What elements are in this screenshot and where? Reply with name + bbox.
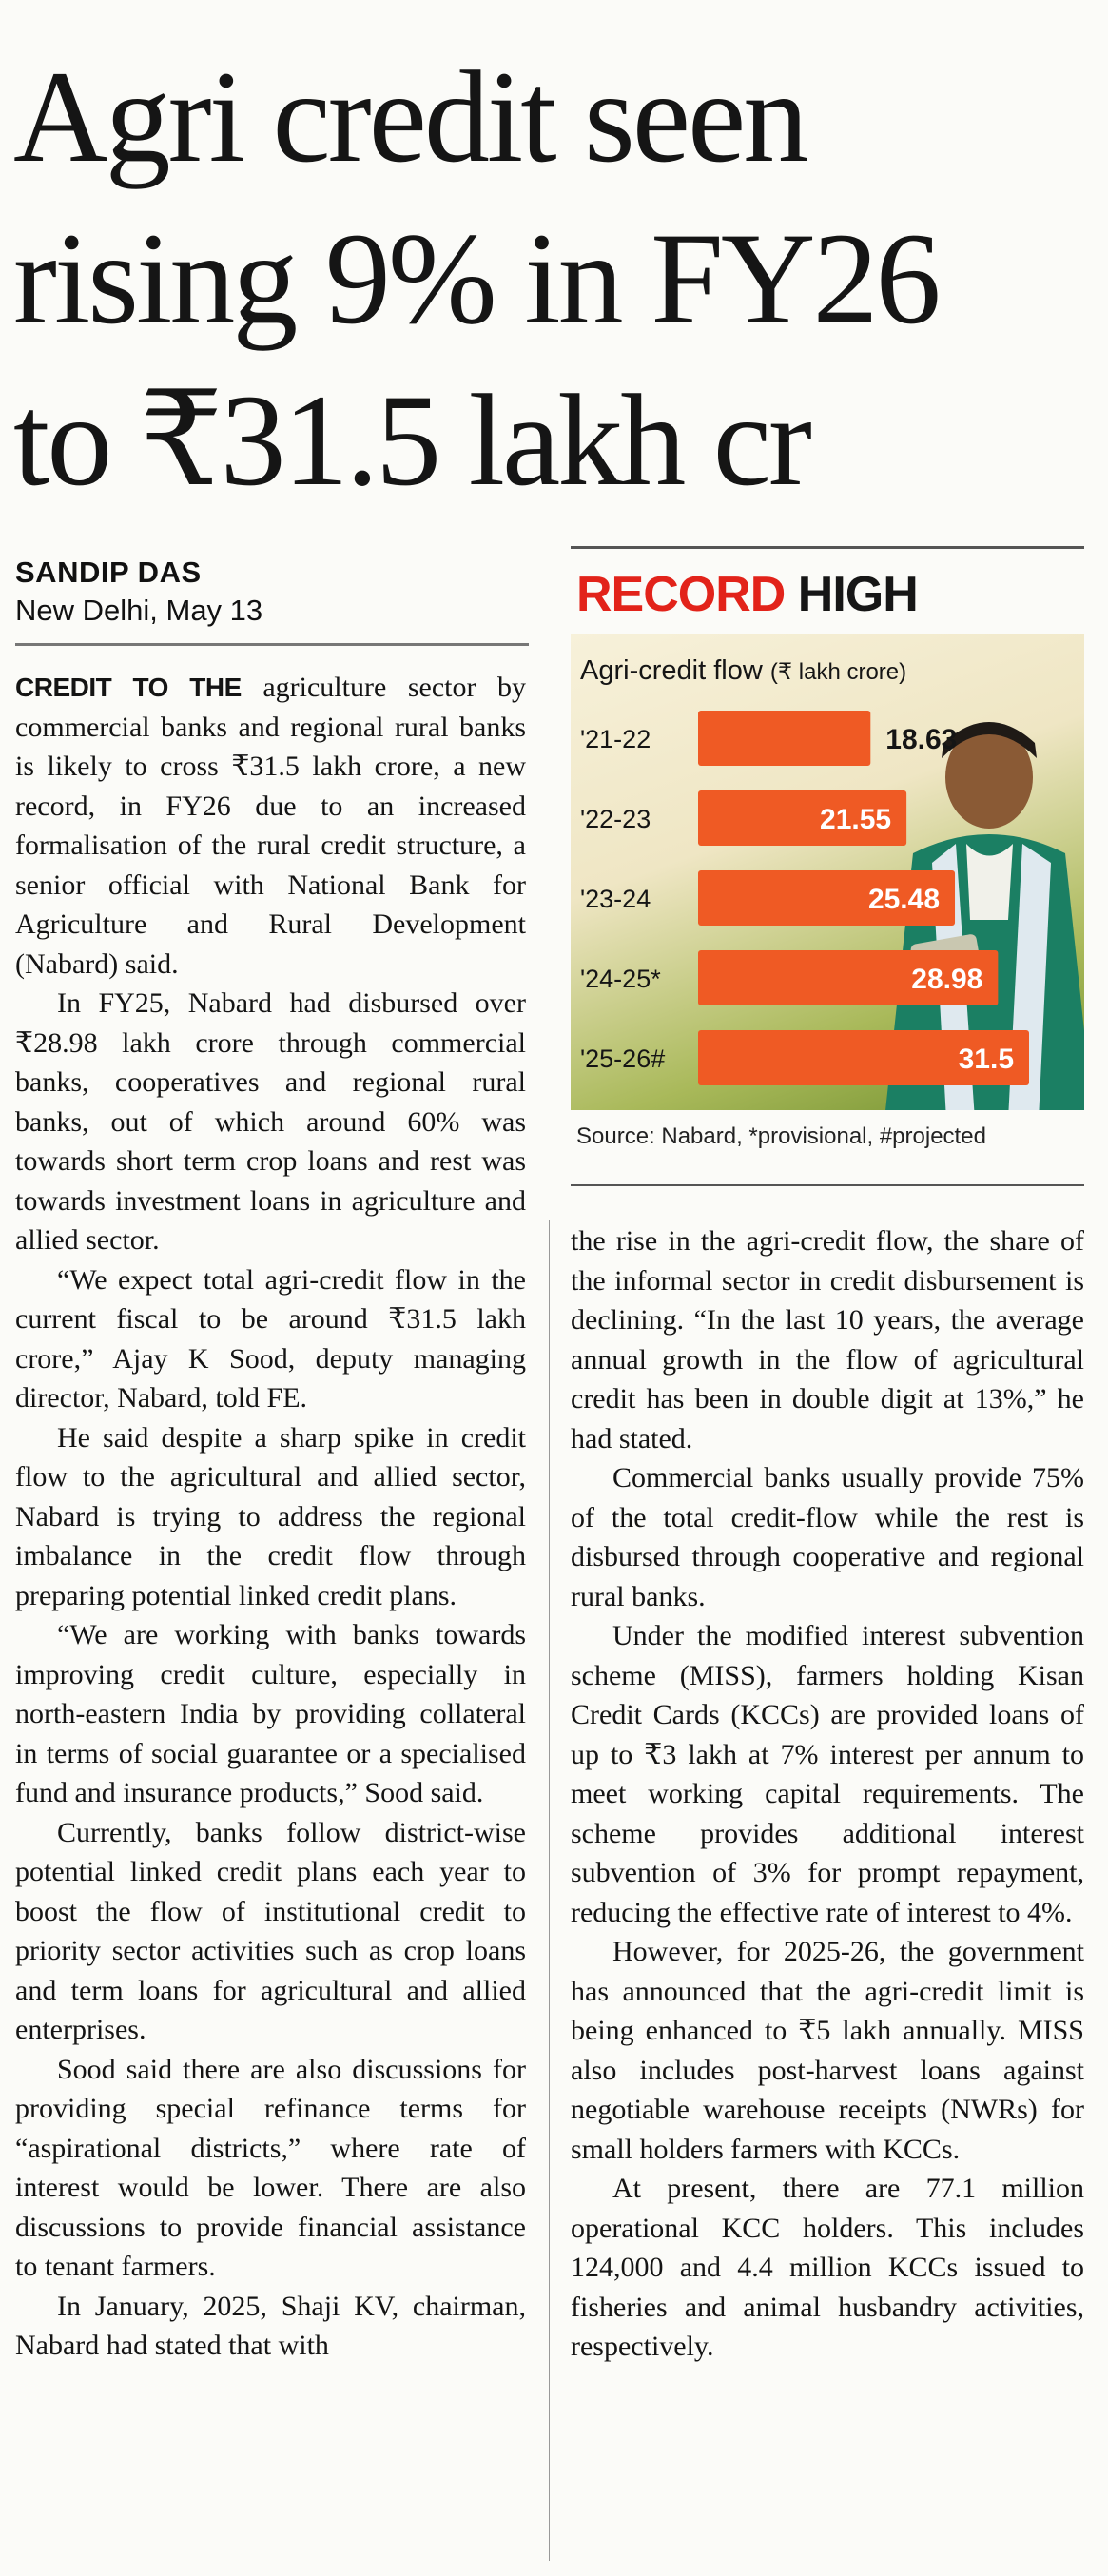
bar-category-label: '21-22 (580, 725, 651, 753)
chart-title-record: RECORD (576, 567, 786, 622)
paragraph (15, 668, 526, 984)
paragraph-kicker: CREDIT TO THE (15, 673, 242, 702)
bar-chart-svg (571, 634, 1084, 1110)
headline-line-2: rising 9% in FY26 (13, 205, 939, 351)
bar-value-label: 25.48 (867, 884, 941, 915)
bar-value-label: 31.5 (958, 1044, 1014, 1075)
paragraph: the rise in the agri-credit flow, the share of the informal sector in credit disbursement is declining. “In the last 10 years, the average annual growth in the flow of agricultural credit has been in double digit at 13%,” he had stated. (571, 1225, 1084, 1454)
article-column-2 (571, 1221, 1084, 2367)
paragraph: In FY25, Nabard had disbursed over ₹28.98 lakh crore through commercial banks, cooperatives and regional rural banks, out of which around 60% was towards short term crop loans and rest was towards investment loans in agriculture and allied sector. (15, 987, 526, 1256)
byline-dateline: New Delhi, May 13 (15, 594, 263, 627)
byline (15, 554, 529, 646)
chart-subtitle-text: Agri-credit flow (580, 655, 763, 686)
paragraph: Commercial banks usually provide 75% of the total credit-flow while the rest is disbursed through cooperative and regional rural banks. (571, 1462, 1084, 1612)
chart-title (576, 566, 918, 623)
chart-source: Source: Nabard, *provisional, #projected (576, 1123, 986, 1149)
article-column-1 (15, 668, 526, 2366)
headline (13, 36, 1098, 521)
bar-category-label: '24-25* (580, 965, 661, 993)
headline-line-1: Agri credit seen (13, 44, 807, 189)
paragraph: Sood said there are also discussions for providing special refinance terms for “aspirational districts,” where rate of interest would be lower. There are also discussions to provide financial assistance to tenant farmers. (15, 2053, 526, 2282)
bar-value-label: 28.98 (911, 964, 983, 995)
byline-author: SANDIP DAS (15, 556, 202, 589)
paragraph: In January, 2025, Shaji KV, chairman, Nabard had stated that with (15, 2290, 526, 2361)
bar-category-label: '25-26# (580, 1044, 666, 1073)
bar-value-label: 18.63 (885, 724, 958, 755)
paragraph: At present, there are 77.1 million operational KCC holders. This includes 124,000 and 4.4 million KCCs issued to fisheries and animal husbandry activities, respectively. (571, 2173, 1084, 2362)
paragraph: He said despite a sharp spike in credit flow to the agricultural and allied sector, Nabard is trying to address the regional imbalance in the credit flow through preparing potential linked credit plans. (15, 1421, 526, 1611)
paragraph: “We are working with banks towards improving credit culture, especially in north-eastern India by providing collateral in terms of social guarantee or a specialised fund and insurance products,” Sood said. (15, 1619, 526, 1808)
paragraph: Under the modified interest subvention scheme (MISS), farmers holding Kisan Credit Cards (KCCs) are provided loans of up to ₹3 lakh at 7% interest per annum to meet working capital requirements. The scheme provides additional interest subvention of 3% for prompt repayment, reducing the effective rate of interest to 4%. (571, 1620, 1084, 1928)
paragraph: However, for 2025-26, the government has announced that the agri-credit limit is being enhanced to ₹5 lakh annually. MISS also includes post-harvest loans against negotiable warehouse receipts (NWRs) for small holders farmers with KCCs. (571, 1936, 1084, 2165)
chart-unit: (₹ lakh crore) (769, 659, 907, 685)
bar (698, 711, 870, 766)
bar-category-label: '22-23 (580, 805, 651, 833)
bar-category-label: '23-24 (580, 885, 651, 913)
paragraph: “We expect total agri-credit flow in the current fiscal to be around ₹31.5 lakh crore,” Ajay K Sood, deputy managing director, Nabard, told FE. (15, 1263, 526, 1414)
column-divider (549, 1220, 550, 2561)
chart-title-high: HIGH (797, 567, 918, 622)
paragraph-text: agriculture sector by commercial banks and regional rural banks is likely to cross ₹31.5 lakh crore, a new record, in FY26 due to an increased formalisation of the rural credit structure, a senior official with National Bank for Agriculture and Rural Development (Nabard) said. (15, 672, 527, 980)
record-high-chart (571, 546, 1084, 1186)
bar-value-label: 21.55 (820, 804, 892, 835)
headline-line-3: to ₹31.5 lakh cr (13, 367, 809, 513)
paragraph: Currently, banks follow district-wise potential linked credit plans each year to boost the flow of institutional credit to priority sector activities such as crop loans and term loans for agricultural and allied enterprises. (15, 1816, 526, 2045)
